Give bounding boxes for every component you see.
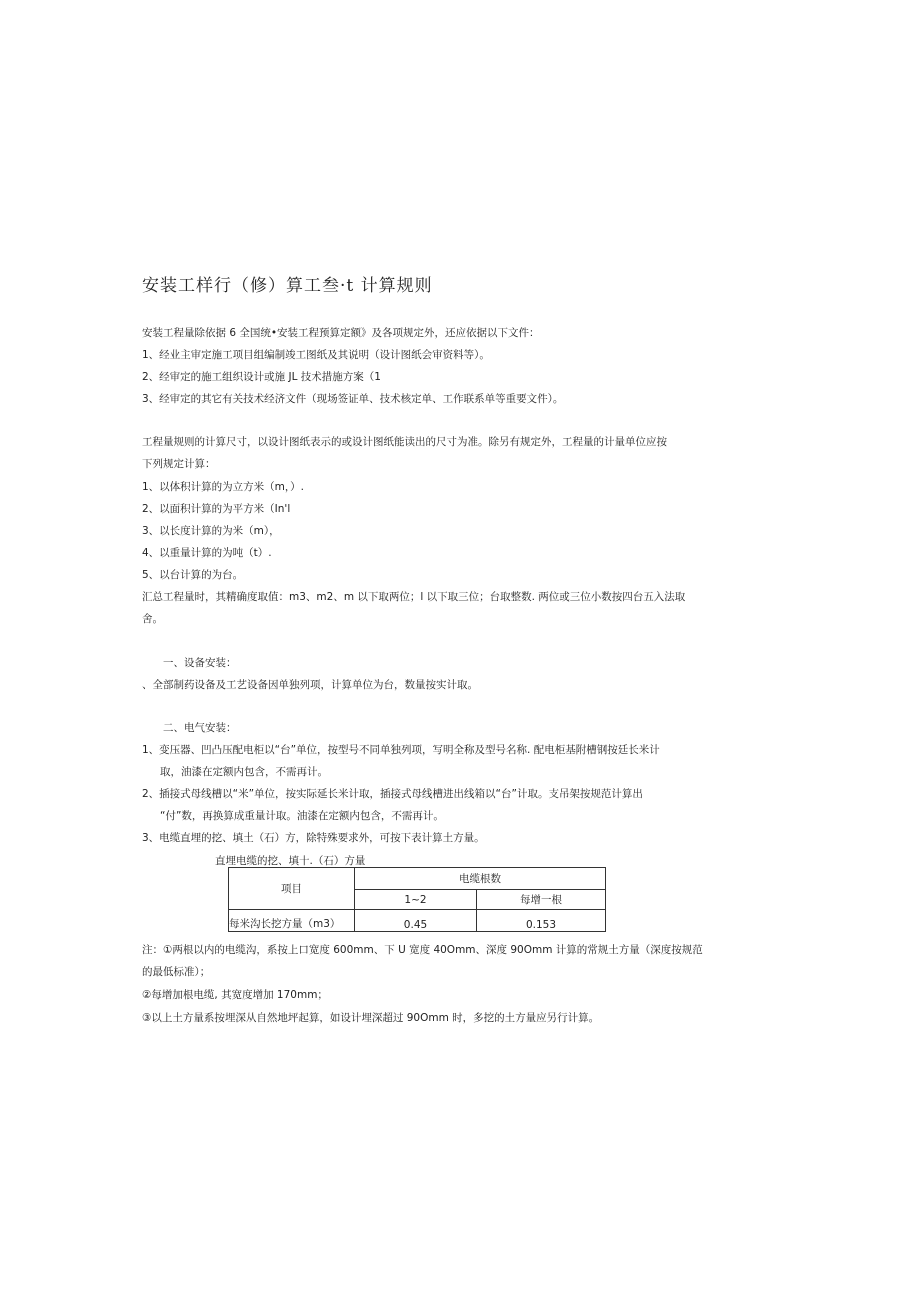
note-2: ②每增加根电缆, 其宽度增加 170mm； xyxy=(142,989,328,1001)
note-3: ③以上土方量系按埋深从自然地坪起算，如设计埋深超过 90Omm 时，多挖的土方量应另行计算。 xyxy=(142,1012,600,1024)
precision-text-2: 舍。 xyxy=(142,613,163,625)
soil-volume-table xyxy=(228,867,606,932)
electrical-item-2a: 2、插接式母线槽以“米”单位，按实际延长米计取，插接式母线槽进出线箱以“台”计取。支吊架按规范计算出 xyxy=(142,788,643,800)
intro-item-3: 3、经审定的其它有关技术经济文件（现场签证单、技术核定单、工作联系单等重要文件）。 xyxy=(142,393,564,405)
units-lead-2: 下列规定计算： xyxy=(142,458,216,470)
table-header-item: 项目 xyxy=(229,868,355,910)
electrical-heading: 二、电气安装： xyxy=(163,722,237,734)
table-caption: 直埋电缆的挖、填十.（石）方量 xyxy=(215,855,366,867)
electrical-item-1b: 取，油漆在定额内包含，不需再计。 xyxy=(160,766,328,778)
intro-lead: 安装工程量除依据 6 全国统•安装工程预算定额》及各项规定外，还应依据以下文件： xyxy=(142,327,540,339)
table-header-cable-count: 电缆根数 xyxy=(355,868,606,890)
units-item-3: 3、以长度计算的为米（m）， xyxy=(142,525,280,537)
electrical-item-3: 3、电缆直埋的挖、填土（石）方，除特殊要求外，可按下表计算土方量。 xyxy=(142,832,485,844)
table-subheader-each-additional: 每增一根 xyxy=(477,890,606,910)
units-lead-1: 工程量规则的计算尺寸，以设计图纸表示的或设计图纸能读出的尺寸为准。除另有规定外，工程量的计量单位应按 xyxy=(142,436,667,448)
table-row-label: 每米沟长挖方量（m3） xyxy=(229,910,355,932)
table-value-additional: 0.153 xyxy=(477,910,606,932)
units-item-4: 4、以重量计算的为吨（t）. xyxy=(142,547,272,559)
equipment-text: 、全部制药设备及工艺设备因单独列项，计算单位为台，数量按实计取。 xyxy=(142,679,478,691)
table-value-1-2: 0.45 xyxy=(355,910,477,932)
note-1b: 的最低标准）； xyxy=(142,966,211,978)
electrical-item-2b: “付”数，再换算成重量计取。油漆在定额内包含，不需再计。 xyxy=(160,810,444,822)
document-title: 安装工样行（修）算工叁·t 计算规则 xyxy=(142,276,433,296)
precision-text-1: 汇总工程量时，其精确度取值：m3、m2、m 以下取两位；l 以下取三位；台取整数. 两位或三位小数按四台五入法取 xyxy=(142,591,686,603)
electrical-item-1a: 1、变压器、凹凸压配电柜以“台”单位，按型号不同单独列项，写明全称及型号名称. 配电柜基附槽钢按廷长米计 xyxy=(142,744,660,756)
units-item-2: 2、以面积计算的为平方米（In'l xyxy=(142,503,291,515)
table-subheader-1-2: 1~2 xyxy=(355,890,477,910)
intro-item-2: 2、经审定的施工组织设计或施 JL 技术措施方案（1 xyxy=(142,371,381,383)
units-item-5: 5、以台计算的为台。 xyxy=(142,569,244,581)
intro-item-1: 1、经业主审定施工项目组编制竣工图纸及其说明（设计图纸会审资料等）。 xyxy=(142,349,490,361)
units-item-1: 1、以体积计算的为立方米（m，）. xyxy=(142,481,304,493)
note-1a: 注：①两根以内的电缆沟，系按上口宽度 600mm、下 U 宽度 40Omm、深度 90Omm 计算的常规土方量（深度按规范 xyxy=(142,944,703,956)
equipment-heading: 一、设备安装： xyxy=(163,657,237,669)
